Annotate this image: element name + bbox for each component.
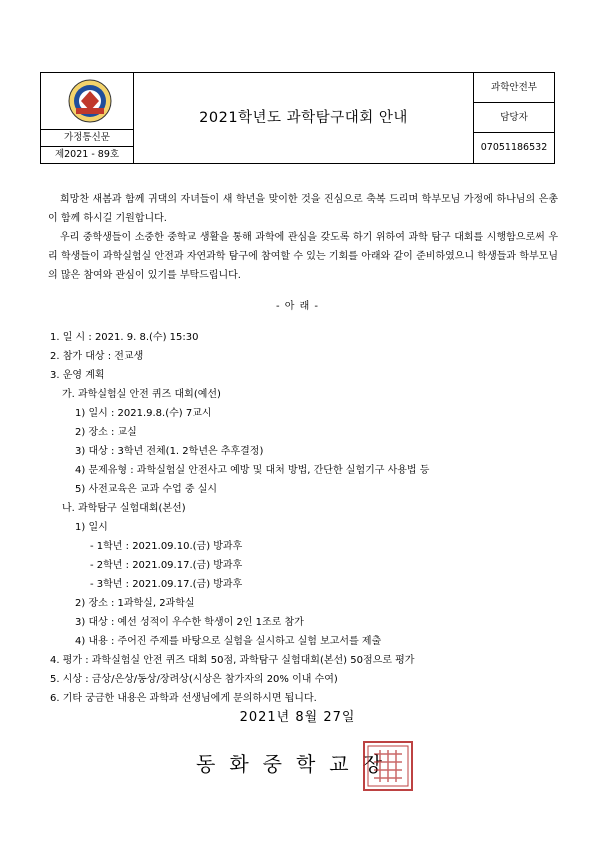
list-item: 4. 평가 : 과학실험실 안전 퀴즈 대회 50점, 과학탐구 실험대회(본선) 50점으로 평가 [50,655,415,666]
contact-label: 담당자 [474,103,554,133]
intro-paragraph-2: 우리 중학생들이 소중한 중학교 생활을 통해 과학에 관심을 갖도록 하기 위하여 과학 탐구 대회를 시행함으로써 우리 학생들이 과학실험실 안전과 자연과학 탐구에 참여할 수 있는 기회를 아래와 같이 준비하였으니 학생들과 학부모님의 많은 참여와 관심이 있기를 부탁드립니다. [48,232,558,281]
list-item: 1) 일시 : 2021.9.8.(수) 7교시 [75,408,212,419]
school-name: 동화중학교장 [196,752,396,776]
list-item: - 3학년 : 2021.09.17.(금) 방과후 [90,579,243,590]
list-item: 5. 시상 : 금상/은상/동상/장려상(시상은 참가자의 20% 이내 수여) [50,674,338,685]
list-item: 6. 기타 궁금한 내용은 과학과 선생님에게 문의하시면 됩니다. [50,693,317,704]
header-box [40,72,555,164]
logo-cell [41,73,133,130]
department: 과학안전부 [474,73,554,103]
list-item: 나. 과학탐구 실험대회(본선) [62,503,186,514]
list-item: - 1학년 : 2021.09.10.(금) 방과후 [90,541,243,552]
list-item: 4) 내용 : 주어진 주제를 바탕으로 실험을 실시하고 실험 보고서를 제출 [75,636,382,647]
intro-paragraph-1: 희망찬 새봄과 함께 귀댁의 자녀들이 새 학년을 맞이한 것을 진심으로 축복 드리며 학부모님 가정에 하나님의 은총이 함께 하시길 기원합니다. [48,194,558,224]
list-item: 1. 일 시 : 2021. 9. 8.(수) 15:30 [50,332,199,343]
page-title: 2021학년도 과학탐구대회 안내 [134,73,474,163]
section-heading: - 아 래 - [275,301,320,312]
list-item: 가. 과학실험실 안전 퀴즈 대회(예선) [62,389,221,400]
list-item: 3) 대상 : 예선 성적이 우수한 학생이 2인 1조로 참가 [75,617,304,628]
phone-number: 07051186532 [480,142,548,153]
issue-date: 2021년 8월 27일 [239,710,356,725]
list-item: 1) 일시 [75,522,108,533]
list-item: 2) 장소 : 1과학실, 2과학실 [75,598,195,609]
list-item: 4) 문제유형 : 과학실험실 안전사고 예방 및 대처 방법, 간단한 실험기구 사용법 등 [75,465,430,476]
list-item: 2) 장소 : 교실 [75,427,137,438]
school-emblem-icon [68,79,112,123]
list-item: 2. 참가 대상 : 전교생 [50,351,144,362]
list-item: 3) 대상 : 3학년 전체(1. 2학년은 추후결정) [75,446,264,457]
list-item: - 2학년 : 2021.09.17.(금) 방과후 [90,560,243,571]
doc-type: 가정통신문 [41,130,133,147]
official-seal-icon [362,740,414,792]
list-item: 5) 사전교육은 교과 수업 중 실시 [75,484,218,495]
doc-number: 제2021 - 89호 [54,149,120,160]
header-right [474,73,554,163]
header-left [41,73,134,163]
list-item: 3. 운영 계획 [50,370,105,381]
